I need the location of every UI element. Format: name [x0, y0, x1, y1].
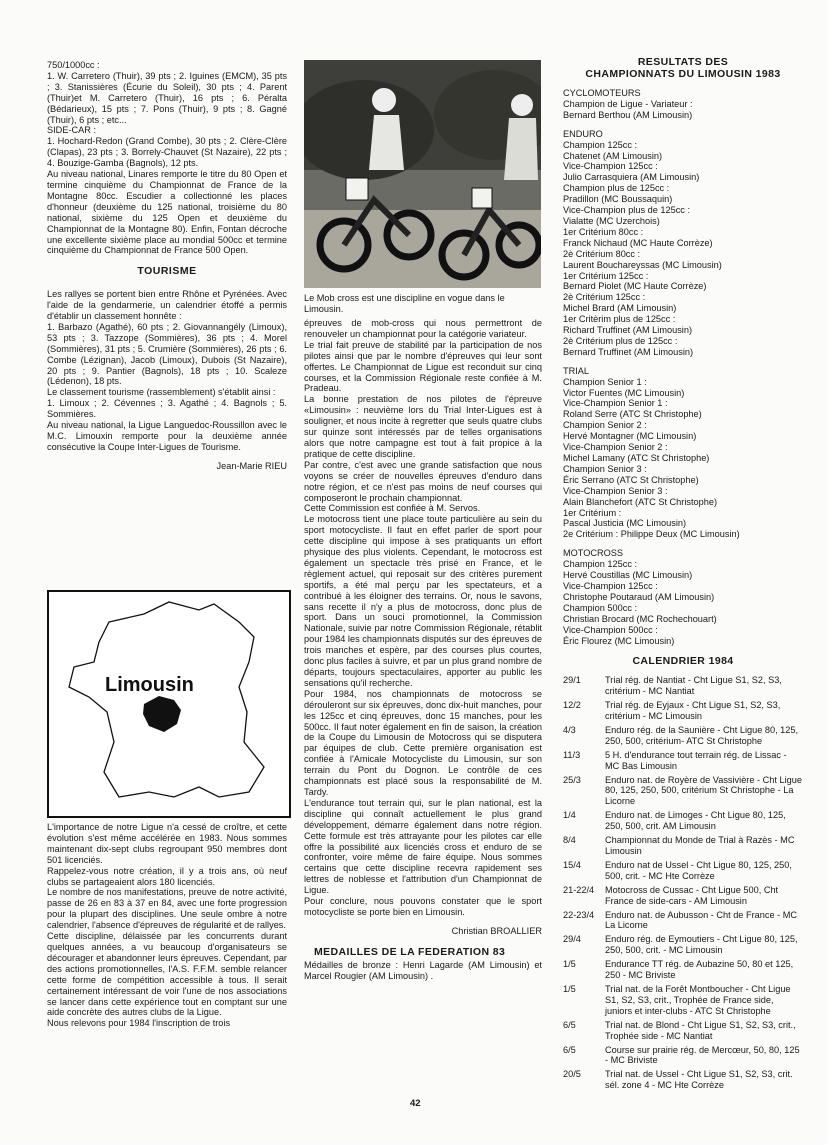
calendar-date: 11/3: [563, 749, 581, 760]
results-line: Michel Brard (AM Limousin): [563, 303, 677, 314]
results-line: 2è Critérium 125cc :: [563, 292, 646, 303]
column-middle: [304, 318, 542, 981]
tourisme-paragraph: 1. Limoux ; 2. Cévennes ; 3. Agathé ; 4. Bagnols ; 5. Sommières.: [47, 398, 287, 420]
calendar-event: Trial nat. de Ussel - Cht Ligue S1, S2, S3, crit. sél. zone 4 - MC Hte Corrèze: [605, 1069, 793, 1091]
calendar-event: Course sur prairie rég. de Mercœur, 50, 80, 125 - MC Briviste: [605, 1044, 800, 1066]
results-line: Vice-Champion plus de 125cc :: [563, 205, 690, 216]
calendar-date: 15/4: [563, 859, 581, 870]
tourisme-paragraph: 1. Barbazo (Agathé), 60 pts ; 2. Giovannangély (Limoux), 53 pts ; 3. Tazzope (Sommières), 36 pts ; 4. Morel (Sommières), 31 pts ; 5. Crumière (Sommières), 26 pts ; 6. Combe (Lézignan), Jacob (Limoux), Dubois (St Nazaire), 20 pts ; 9. Pantier (Bagnols), 18 pts ; 10. Scaleze (Lédenon), 18 pts.: [47, 321, 287, 387]
results-paragraph: 1. W. Carretero (Thuir), 39 pts ; 2. Iguines (EMCM), 35 pts ; 3. Stanissières (Écurie du Soleil), 30 pts ; 4. Parent (Thuir)et M. Carretero (Thuir), 16 pts ; 6. Péralta (Bédarieux), 15 pts ; 7. Pons (Thuir), 9 pts ; 8. Gagné (Thuir), 6 pts ; etc...: [47, 70, 287, 125]
calendar-date: 22-23/4: [563, 909, 595, 920]
calendar-date: 8/4: [563, 835, 576, 846]
article-paragraph: La bonne prestation de nos pilotes de l'épreuve «Limousin» : neuvième lors du Trial Inter-Ligues est à souligner, et nous incite à regretter que seuls quatre clubs sur quinze sont intéressés par de telles organisations alors que notre campagne est tout à fait propice à la pratique de cette discipline.: [304, 394, 542, 459]
article-paragraph: Le trial fait preuve de stabilité par la participation de nos pilotes ainsi que par le nombre d'épreuves qui leur sont offertes. Le Championnat de Ligue est reconduit sur cinq courses, et la Commission Régionale reste confiée à M. Pradeau.: [304, 339, 542, 394]
results-line: 2è Critérium 80cc :: [563, 248, 641, 259]
results-line: Christophe Poutaraud (AM Limousin): [563, 591, 715, 602]
results-section: [563, 366, 803, 541]
medals-heading: MEDAILLES DE LA FEDERATION 83: [314, 945, 506, 958]
calendar-date: 4/3: [563, 724, 576, 735]
france-map-icon: [49, 592, 285, 812]
calendar-event: Endurance TT rég. de Aubazine 50, 80 et 125, 250 - MC Briviste: [605, 959, 794, 981]
results-line: Pascal Justicia (MC Limousin): [563, 518, 687, 529]
results-section-title: MOTOCROSS: [563, 548, 624, 559]
calendar-date: 1/5: [563, 959, 576, 970]
calendar-date: 6/5: [563, 1044, 576, 1055]
calendar-date: 20/5: [563, 1069, 581, 1080]
results-line: Champion de Ligue - Variateur :: [563, 98, 693, 109]
results-line: Vice-Champion 500cc :: [563, 624, 658, 635]
calendar-event: Enduro nat. de Limoges - Cht Ligue 80, 125, 250, 500, crit. AM Limousin: [605, 810, 786, 832]
mobcross-photo: [304, 60, 541, 288]
calendar-event: Enduro nat. de Aubusson - Cht de France - MC La Licorne: [605, 909, 798, 931]
calendar-event: Enduro rég. de la Saunière - Cht Ligue 80, 125, 250, 500, critérium- ATC St Christophe: [605, 724, 799, 746]
calendar-row: [563, 1045, 803, 1070]
results-line: Champion 125cc :: [563, 139, 638, 150]
calendar-event: Motocross de Cussac - Cht Ligue 500, Cht France de side-cars - AM Limousin: [605, 884, 779, 906]
calendar-event: 5 H. d'endurance tout terrain rég. de Lissac - MC Bas Limousin: [605, 749, 787, 771]
calendar-date: 25/3: [563, 774, 581, 785]
results-line: Christian Brocard (MC Rochechouart): [563, 613, 717, 624]
article-paragraph: Cette Commission est confiée à M. Servos.: [304, 503, 481, 514]
results-title: [563, 56, 803, 80]
calendar-row: [563, 675, 803, 700]
calendar-date: 1/5: [563, 983, 576, 994]
calendar-row: [563, 1069, 803, 1094]
results-line: Roland Serre (ATC St Christophe): [563, 409, 702, 420]
results-line: Vice-Champion 125cc :: [563, 580, 658, 591]
results-section-title: CYCLOMOTEURS: [563, 88, 641, 98]
results-line: Victor Fuentes (MC Limousin): [563, 387, 685, 398]
signature-broallier: Christian BROALLIER: [451, 925, 542, 936]
column-left: [47, 60, 287, 482]
photo-caption: Le Mob cross est une discipline en vogue dans le Limousin.: [304, 293, 505, 314]
results-line: 1er Critèrim plus de 125cc :: [563, 314, 676, 325]
sidecar-heading: SIDE-CAR :: [47, 125, 97, 136]
results-line: Vialatte (MC Uzerchois): [563, 215, 660, 226]
article-paragraph: L'endurance tout terrain qui, sur le plan national, est la discipline qui connaît actuellement le plus grand développement, démarre également dans notre région. Cette formule est très attrayante pour les pilotes car elle offre la possibilité aux licenciés cross et enduro de se confronter, voire même de faire équipe. Nous sommes certains que cette discipline recevra rapidement ses lettres de noblesse et l'attribution d'un Championnat de Ligue.: [304, 797, 542, 896]
results-line: Vice-Champion 125cc :: [563, 161, 658, 172]
calendar-row: [563, 984, 803, 1020]
results-line: Bernard Piolet (MC Haute Corrèze): [563, 281, 707, 292]
results-line: Vice-Champion Senior 1 :: [563, 398, 668, 409]
column-left-bottom: [47, 822, 287, 1029]
medals-text: Médailles de bronze : Henri Lagarde (AM Limousin) et Marcel Rougier (AM Limousin) .: [304, 959, 542, 981]
results-line: Michel Lamany (ATC St Christophe): [563, 453, 710, 463]
results-line: Alain Blanchefort (ATC St Christophe): [563, 496, 718, 507]
france-map-figure: [47, 590, 291, 818]
results-line: 1er Critérium 125cc :: [563, 270, 649, 281]
results-line: 2è Critérium plus de 125cc :: [563, 335, 678, 346]
ligue-paragraph: Le nombre de nos manifestations, preuve de notre activité, passe de 26 en 83 à 37 en 84, avec une forte progression pour la plupart des disciplines. Une seule ombre à notre calendrier, l'absence d'épreuves de régularité et de rallyes.: [47, 887, 287, 931]
calendar-event: Championnat du Monde de Trial à Razès - MC Limousin: [605, 835, 795, 856]
results-line: Pradillon (MC Boussaquin): [563, 194, 673, 205]
results-line: Champion Senior 3 :: [563, 463, 647, 474]
results-section-title: TRIAL: [563, 365, 590, 376]
article-paragraph: Pour conclure, nous pouvons constater que le sport motocycliste se porte bien en Limousin.: [304, 896, 542, 917]
ligue-paragraph: Nous relevons pour 1984 l'inscription de trois: [47, 1018, 231, 1029]
results-line: Champion 500cc :: [563, 602, 638, 613]
results-line: 1er Critérium :: [563, 507, 622, 518]
calendar-event: Enduro rég. de Eymoutiers - Cht Ligue 80, 125, 250, 500, crit. - MC Limousin: [605, 934, 798, 956]
calendar-date: 12/2: [563, 700, 581, 711]
calendar-row: [563, 835, 803, 860]
calendar-row: [563, 910, 803, 935]
article-paragraph: Pour 1984, nos championnats de motocross se dérouleront sur six épreuves, donc dix-huit manches, pour les 125cc et cinq épreuves, donc 15 manches, pour les 500cc. Il faut noter également en fin de saison, la création de la Coupe du Limousin de Motocross qui se disputera par équipes de club. Cette première organisation est confiée à l'Amicale Motocycliste du Limousin, sur son terrain du Pont du Dognon. Le contrôle de ces championnats est placé sous la responsabilité de M. Tardy.: [304, 688, 542, 797]
calendar-row: [563, 775, 803, 811]
ligue-paragraph: L'importance de notre Ligue n'a cessé de croître, et cette évolution s'est même accélérée en 1983. Nous sommes maintenant dix-sept clubs regroupant 950 membres dont 501 licenciés.: [47, 822, 287, 865]
page-number: 42: [410, 1098, 421, 1109]
calendar-row: [563, 700, 803, 725]
results-section: [563, 88, 803, 121]
national-paragraph: Au niveau national, Linares remporte le titre du 80 Open et termine cinquième du Championnat de France de la Montagne 80cc. Escudier a collectionné les places d'honneur (deuxième du 125 national, troisième du 80 national, sixième du 125 Open et deuxième du Championnat de la Montagne 80). Enfin, Fontan décroche une excellente sixième place au mondial 500cc et termine cinquième du Championnat de France 500 Open.: [47, 169, 287, 256]
results-line: Hervé Montagner (MC Limousin): [563, 431, 697, 442]
results-line: Chatenet (AM Limousin): [563, 150, 663, 161]
calendar-event: Enduro nat. de Royère de Vassivière - Cht Ligue 80, 125, 250, 500, critérium St Christophe - La Licorne: [605, 774, 802, 807]
calendar-row: [563, 934, 803, 959]
article-paragraph: épreuves de mob-cross qui nous permettront de renouveler un championnat pour la catégorie variateur.: [304, 318, 542, 339]
column-right: [563, 56, 803, 1094]
results-line: 1er Critérium 80cc :: [563, 226, 644, 237]
map-label: Limousin: [105, 674, 194, 696]
calendar-date: 29/1: [563, 675, 581, 686]
calendar-date: 21-22/4: [563, 884, 595, 895]
tourisme-heading: TOURISME: [137, 265, 197, 278]
results-line: Julio Carrasquiera (AM Limousin): [563, 172, 700, 183]
calendar-event: Trial nat. de la Forêt Montboucher - Cht Ligue S1, S2, S3, crit., Trophée de France side, juniors et inter-clubs - ATC St Christophe: [605, 983, 791, 1016]
results-line: Champion plus de 125cc :: [563, 183, 670, 194]
results-line: Vice-Champion Senior 2 :: [563, 442, 668, 453]
results-section: [563, 548, 803, 646]
results-line: Champion Senior 2 :: [563, 420, 647, 431]
calendar-date: 6/5: [563, 1019, 576, 1030]
results-line: Bernard Berthou (AM Limousin): [563, 109, 693, 120]
ligue-paragraph: Cette discipline, délaissée par les concurrents durant quelques années, a vu beaucoup d'organisateurs se décourager et abandonner leurs épreuves. Cependant, par des actions promotionnelles, l'A.S. F.F.M. semble relancer cette forme de compétition accessible à tous. Il serait certainement intéressant de voir l'une de nos associations se lancer dans cette expérience tout en comptant sur une aide concrète des autres clubs de la Ligue.: [47, 931, 287, 1018]
calendar-row: [563, 725, 803, 750]
calendar-event: Trial rég. de Nantiat - Cht Ligue S1, S2, S3, critérium - MC Nantiat: [605, 675, 782, 697]
results-section: [563, 129, 803, 358]
results-title-line1: RESULTATS DES: [637, 56, 729, 68]
results-line: Éric Serrano (ATC St Christophe): [563, 474, 699, 485]
results-line: Richard Truffinet (AM Limousin): [563, 325, 693, 336]
calendar-row: [563, 810, 803, 835]
motocross-riders-image: [304, 60, 541, 288]
signature-rieu: Jean-Marie RIEU: [216, 460, 287, 471]
results-line: Franck Nichaud (MC Haute Corrèze): [563, 237, 713, 248]
results-section-title: ENDURO: [563, 128, 603, 139]
calendar-row: [563, 750, 803, 775]
results-line: Hervé Coustillas (MC Limousin): [563, 570, 693, 581]
calendar-row: [563, 885, 803, 910]
results-line: 2e Critérium : Philippe Deux (MC Limousin): [563, 529, 740, 540]
results-line: Champion Senior 1 :: [563, 376, 647, 387]
sidecar-paragraph: 1. Hochard-Redon (Grand Combe), 30 pts ; 2. Clère-Clère (Clapas), 23 pts ; 3. Borrely-Chauvet (St Nazaire), 22 pts ; 4. Bouzige-Gamba (Bagnols), 12 pts.: [47, 136, 287, 169]
results-class-heading: 750/1000cc :: [47, 60, 100, 70]
results-sections: [563, 88, 803, 646]
article-paragraph: Le motocross tient une place toute particulière au sein du sport motocycliste. Il faut en effet parler de sport pour cette discipline qui impose à ses pratiquants un effort physique des plus violents. Cependant, le motocross est également un spectacle très prisé en France, et le règlement actuel, qui reposait sur des critères purement sportifs, a été mal perçu par les spectateurs, et a contribué à les éloigner des terrains. Or, nous le savons, sans recette il n'y a plus de motocross, donc plus de sport. Dans un souci promotionnel, la Commission Nationale, suivie par notre Commission Régionale, rétablit pour 1984 les championnats disputés sur des épreuves de trois manches et espère, par des courses plus courtes, donc plus faciles à suivre, et par un plus grand nombre de départs, toujours spectaculaires, apporter au public les sensations qu'il recherche.: [304, 514, 543, 688]
tourisme-paragraph: Au niveau national, la Ligue Languedoc-Roussillon avec le M.C. Limouxin remporte pour la deuxième année consécutive la Coupe Inter-Ligues de Tourisme.: [47, 420, 287, 452]
calendar-row: [563, 1020, 803, 1045]
calendar-date: 1/4: [563, 810, 576, 821]
tourisme-paragraph: Les rallyes se portent bien entre Rhône et Pyrénées. Avec l'aide de la gendarmerie, un calendrier étoffé a permis d'établir un classement honnête :: [47, 289, 287, 322]
results-line: Éric Flourez (MC Limousin): [563, 635, 675, 646]
calendar-title: CALENDRIER 1984: [632, 655, 734, 668]
results-line: Champion 125cc :: [563, 559, 638, 570]
article-paragraph: Par contre, c'est avec une grande satisfaction que nous voyons se créer de nouvelles épreuves d'enduro dans notre région, et ce n'est pas moins de neuf courses qui composeront le prochain championnat.: [304, 459, 542, 503]
results-line: Vice-Champion Senior 3 :: [563, 485, 668, 496]
calendar-row: [563, 959, 803, 984]
calendar-event: Enduro nat de Ussel - Cht Ligue 80, 125, 250, 500, crit. - MC Hte Corrèze: [605, 859, 792, 881]
results-line: Laurent Bouchareyssas (MC Limousin): [563, 259, 722, 270]
tourisme-paragraph: Le classement tourisme (rassemblement) s'établit ainsi :: [47, 387, 276, 398]
calendar-event: Trial nat. de Blond - Cht Ligue S1, S2, S3, crit., Trophée side - MC Nantiat: [605, 1019, 796, 1041]
calendar-date: 29/4: [563, 934, 581, 945]
ligue-paragraph: Rappelez-vous notre création, il y a trois ans, où neuf clubs se partageaient alors 180 licenciés.: [47, 865, 287, 887]
calendar-table: [563, 675, 803, 1094]
calendar-row: [563, 860, 803, 885]
results-title-line2: CHAMPIONNATS DU LIMOUSIN 1983: [585, 68, 781, 80]
calendar-event: Trial rég. de Eyjaux - Cht Ligue S1, S2, S3, critérium - MC Limousin: [605, 700, 781, 722]
results-line: Bernard Truffinet (AM Limousin): [563, 346, 694, 357]
